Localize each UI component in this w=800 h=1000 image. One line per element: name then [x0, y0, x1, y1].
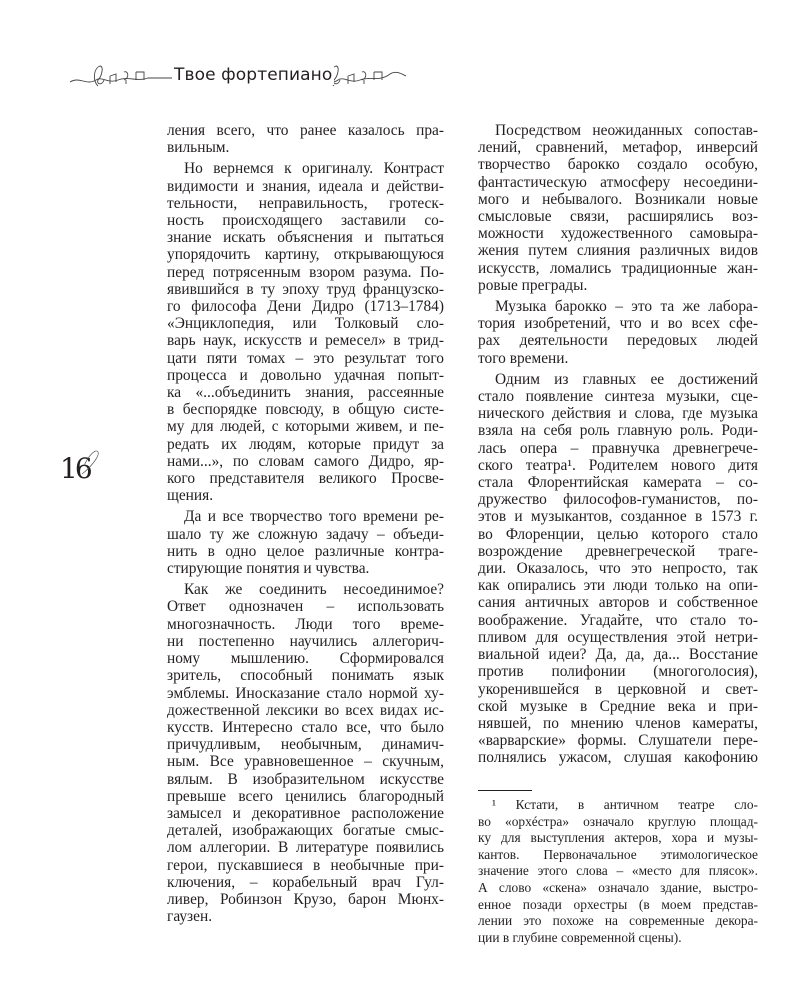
- text-line: Ответ однозначен – использовать: [167, 598, 444, 616]
- text-line: му для людей, с которыми живем, и пе-: [167, 418, 444, 436]
- paragraph: [167, 581, 444, 925]
- text-line: пливом для осуществления этой нетри-: [478, 628, 758, 646]
- text-line: ключения, – корабельный врач Гул-: [167, 873, 444, 891]
- text-line: ции в глубине современной сцены).: [478, 929, 682, 945]
- text-line: нами...», по словам самого Дидро, яр-: [167, 452, 444, 470]
- text-line: эмблемы. Иносказание стало нормой ху-: [167, 684, 444, 702]
- page-number-text: 16: [60, 452, 90, 485]
- text-line: жения путем слияния различных видов: [478, 242, 758, 260]
- text-line: ность происходящего заставили со-: [167, 212, 444, 230]
- text-line: ливер, Робинзон Крузо, барон Мюнх-: [167, 890, 444, 908]
- text-line: возрождение древнегреческой траге-: [478, 542, 758, 560]
- text-line: ского театра¹. Родителем нового дитя: [478, 456, 758, 474]
- text-line: можности художественного самовыра-: [478, 225, 758, 243]
- text-line: превыше всего ценились благородный: [167, 787, 444, 805]
- text-line: ным. Все уравновешенное – скучным,: [167, 753, 444, 771]
- page-number-flourish-icon: [80, 448, 104, 478]
- text-line: причудливым, необычным, динамич-: [167, 736, 444, 754]
- text-line: творчество барокко создало особую,: [478, 156, 758, 174]
- text-line: перед потрясенным взором разума. По-: [167, 263, 444, 281]
- text-line: лений, сравнений, метафор, инверсий: [478, 139, 758, 157]
- text-line: Посредством неожиданных сопостав-: [495, 122, 758, 139]
- text-line: «варварские» формы. Слушатели пере-: [478, 732, 758, 750]
- footnote-text: [478, 797, 758, 946]
- text-line: искусств, ломались традиционные жан-: [478, 259, 758, 277]
- paragraph: [167, 122, 444, 156]
- text-line: шало ту же сложную задачу – объеди-: [167, 525, 444, 543]
- paragraph: [167, 508, 444, 577]
- text-line: явившийся в ту эпоху труд французско-: [167, 280, 444, 298]
- text-line: воображение. Угадайте, что стало то-: [478, 611, 758, 629]
- text-line: виальной идеи? Да, да, да... Восстание: [478, 646, 758, 664]
- text-line: кого представителя великого Просве-: [167, 470, 444, 488]
- text-line: процесса и довольно удачная попыт-: [167, 366, 444, 384]
- text-line: ни постепенно научились аллегорич-: [167, 632, 444, 650]
- text-line: Как же соединить несоединимое?: [184, 581, 444, 599]
- text-line: вялым. В изобразительном искусстве: [167, 770, 444, 788]
- text-line: Одним из главных ее достижений: [495, 370, 758, 388]
- text-line: ской музыке в Средние века и при-: [478, 697, 758, 715]
- text-line: нить в одно целое различные контра-: [167, 542, 444, 560]
- text-line: вильным.: [167, 139, 230, 157]
- text-line: дружество философов-гуманистов, по-: [478, 491, 758, 509]
- text-line: ¹ Кстати, в античном театре сло-: [492, 797, 758, 812]
- text-line: А слово «скена» означало здание, выстро-: [478, 879, 758, 895]
- text-line: цати пяти томах – это результат того: [167, 349, 444, 367]
- text-line: ка «...объединить знания, рассеянные: [167, 384, 444, 402]
- text-line: дии. Оказалось, что это непросто, так: [478, 560, 758, 578]
- text-line: герои, пускавшиеся в необычные при-: [167, 856, 444, 874]
- text-line: сания античных авторов и собственное: [478, 594, 758, 612]
- text-line: стирующие понятия и чувства.: [167, 560, 370, 578]
- text-line: кусств. Интересно стало все, что было: [167, 718, 444, 736]
- text-line: гаузен.: [167, 908, 213, 926]
- footnote: [478, 797, 758, 950]
- text-line: Да и все творчество того времени ре-: [184, 508, 444, 526]
- text-line: го философа Дени Дидро (1713–1784): [167, 298, 444, 316]
- text-line: варь наук, искусств и ремесел» в трид-: [167, 332, 444, 350]
- text-line: в беспорядке повсюду, в общую систе-: [167, 401, 444, 419]
- text-line: укоренившейся в церковной и свет-: [478, 680, 758, 698]
- text-line: лась опера – правнучка древнегрече-: [478, 439, 758, 457]
- running-header: [68, 58, 408, 94]
- text-line: против полифонии (многоголосия),: [478, 663, 758, 681]
- text-line: во Флоренции, целью которого стало: [478, 525, 758, 543]
- book-title: Твое фортепиано: [174, 65, 333, 85]
- text-line: многозначность. Люди того време-: [167, 615, 444, 633]
- text-line: редать их людям, которые придут за: [167, 435, 444, 453]
- text-line: мого и небывалого. Возникали новые: [478, 190, 758, 208]
- text-line: лении это похоже на современные декора-: [478, 913, 758, 929]
- text-line: Но вернемся к оригиналу. Контраст: [184, 160, 444, 178]
- footnote-divider: [478, 790, 532, 791]
- text-line: дожественной лексики во всех видах ис-: [167, 701, 444, 719]
- text-line: во «орхéстра» означало круглую площад-: [478, 813, 758, 829]
- paragraph: [478, 371, 758, 767]
- text-line: лом аллегории. В литературе появились: [167, 839, 444, 857]
- text-column-right: [478, 122, 758, 771]
- text-line: фантастическую атмосферу несоедини-: [478, 173, 758, 191]
- text-line: зритель, способный понимать язык: [167, 667, 444, 685]
- text-line: упорядочить картину, открывающуюся: [167, 246, 444, 264]
- text-line: стало появление синтеза музыки, сце-: [478, 388, 758, 406]
- text-line: нического действия и слова, где музыка: [478, 405, 758, 423]
- text-line: «Энциклопедия, или Толковый сло-: [167, 315, 444, 333]
- text-line: деталей, изображающих богатые смыс-: [167, 822, 444, 840]
- text-line: значение этого слова – «место для плясок».: [478, 863, 758, 879]
- text-line: замысел и декоративное расположение: [167, 804, 444, 822]
- text-line: ровые преграды.: [478, 276, 588, 294]
- text-line: того времени.: [478, 349, 569, 367]
- text-line: ления всего, что ранее казалось пра-: [167, 122, 444, 139]
- text-line: тельности, неправильность, гротеск-: [167, 194, 444, 212]
- text-line: щения.: [167, 487, 214, 505]
- text-line: нявшей, по мнению членов камераты,: [478, 714, 758, 732]
- page-number: [60, 452, 90, 485]
- paragraph: [167, 160, 444, 504]
- text-line: тория изобретений, что и во всех сфе-: [478, 315, 758, 333]
- paragraph: [478, 122, 758, 294]
- text-line: стала Флорентийская камерата – со-: [478, 474, 758, 492]
- text-line: полнялись ужасом, слушая какофонию: [478, 749, 758, 767]
- text-line: ку для выступления актеров, хора и музы-: [478, 830, 758, 846]
- text-line: взяла на себя роль главную роль. Роди-: [478, 422, 758, 440]
- text-line: знание искать объяснения и пытаться: [167, 229, 444, 247]
- text-line: енное позади орхестры (в моем представ-: [478, 896, 758, 912]
- paragraph: [478, 298, 758, 367]
- text-column-left: [167, 122, 444, 929]
- text-line: рах деятельности передовых людей: [478, 332, 758, 350]
- text-line: ному мышлению. Сформировался: [167, 650, 444, 668]
- text-line: этов и музыкантов, созданное в 1573 г.: [478, 508, 758, 526]
- text-line: видимости и знания, идеала и действи-: [167, 177, 444, 195]
- text-line: Музыка барокко – это та же лабора-: [495, 298, 758, 316]
- text-line: кантов. Первоначальное этимологическое: [478, 846, 758, 862]
- text-line: смысловые связи, расширялись воз-: [478, 208, 758, 226]
- text-line: как опирались эти люди только на опи-: [478, 577, 758, 595]
